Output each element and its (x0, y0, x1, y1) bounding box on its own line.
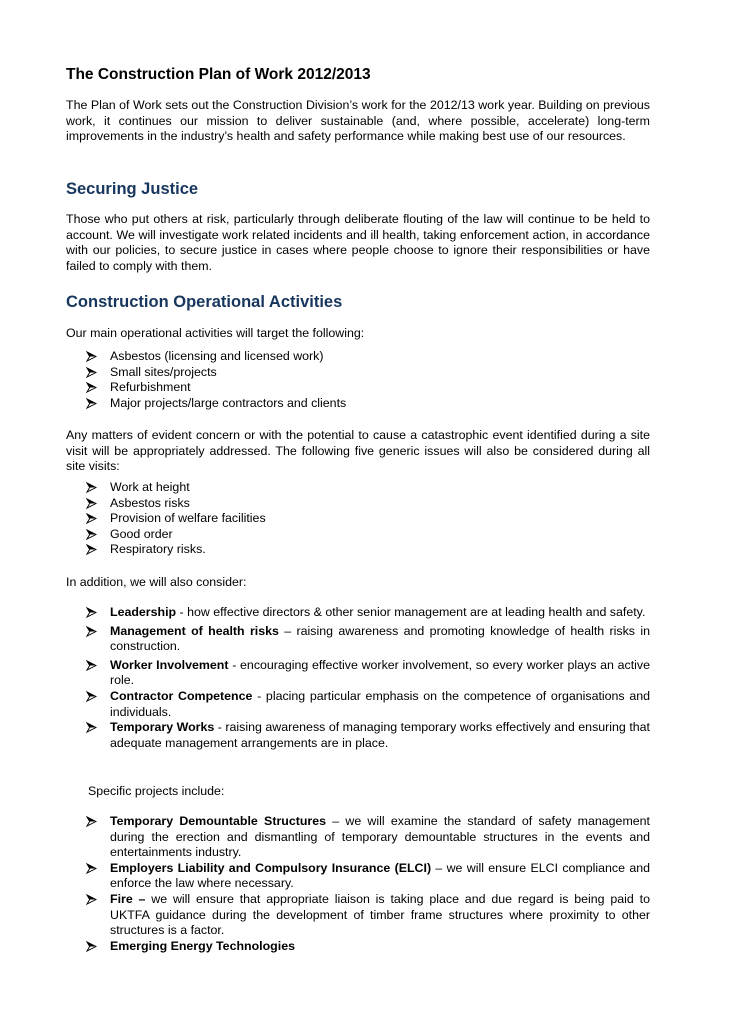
arrow-bullet-icon (86, 365, 100, 378)
list-item: Asbestos risks (86, 496, 266, 512)
list-item: Work at height (86, 480, 266, 496)
justice-paragraph: Those who put others at risk, particularly through deliberate flouting of the law will continue to be held to account. We will investigate work related incidents and ill health, taking enforcement action, in accordance with our policies, to secure justice in cases where people choose to ignore their responsibilities or have failed to comply with them. (66, 212, 650, 273)
arrow-bullet-icon (86, 349, 100, 362)
arrow-bullet-icon (86, 527, 100, 540)
target-list (86, 349, 346, 411)
list-item: Leadership - how effective directors & other senior management are at leading health and safety. (86, 605, 650, 621)
arrow-bullet-icon (86, 939, 100, 952)
arrow-bullet-icon (86, 396, 100, 409)
arrow-bullet-icon (86, 511, 100, 524)
list-item: Emerging Energy Technologies (86, 939, 650, 955)
arrow-bullet-icon (86, 624, 100, 637)
list-item: Good order (86, 527, 266, 543)
arrow-bullet-icon (86, 496, 100, 509)
list-item: Temporary Demountable Structures – we will examine the standard of safety management during the erection and dismantling of temporary demountable structures in the events and entertainments industry. (86, 814, 650, 861)
list-item: Management of health risks – raising awareness and promoting knowledge of health risks in construction. (86, 624, 650, 655)
projects-list (86, 814, 650, 954)
considerations-list (86, 605, 650, 751)
list-item: Worker Involvement - encouraging effective worker involvement, so every worker plays an active role. (86, 658, 650, 689)
operational-lead: Our main operational activities will target the following: (66, 326, 365, 340)
heading-operational-activities: Construction Operational Activities (66, 293, 343, 311)
arrow-bullet-icon (86, 658, 100, 671)
arrow-bullet-icon (86, 480, 100, 493)
arrow-bullet-icon (86, 542, 100, 555)
list-item: Major projects/large contractors and clients (86, 396, 346, 412)
arrow-bullet-icon (86, 720, 100, 733)
generic-issues-list (86, 480, 266, 558)
arrow-bullet-icon (86, 380, 100, 393)
intro-paragraph: The Plan of Work sets out the Construction Division’s work for the 2012/13 work year. Building on previous work, it continues our mission to deliver sustainable (and, where possible, accelerate) long-term improvements in the industry’s health and safety performance while making best use of our resources. (66, 98, 650, 144)
list-item: Provision of welfare facilities (86, 511, 266, 527)
arrow-bullet-icon (86, 892, 100, 905)
list-item: Asbestos (licensing and licensed work) (86, 349, 346, 365)
list-item: Respiratory risks. (86, 542, 266, 558)
arrow-bullet-icon (86, 861, 100, 874)
list-item: Small sites/projects (86, 365, 346, 381)
heading-securing-justice: Securing Justice (66, 180, 199, 198)
arrow-bullet-icon (86, 814, 100, 827)
list-item: Temporary Works - raising awareness of managing temporary works effectively and ensuring that adequate management arrangements are in place. (86, 720, 650, 751)
list-item: Employers Liability and Compulsory Insurance (ELCI) – we will ensure ELCI compliance and enforce the law where necessary. (86, 861, 650, 892)
list-item: Contractor Competence - placing particular emphasis on the competence of organisations and individuals. (86, 689, 650, 720)
arrow-bullet-icon (86, 689, 100, 702)
projects-lead: Specific projects include: (88, 784, 225, 798)
list-item: Refurbishment (86, 380, 346, 396)
addition-lead: In addition, we will also consider: (66, 575, 247, 589)
list-item: Fire – we will ensure that appropriate liaison is taking place and due regard is being paid to UKTFA guidance during the development of timber frame structures where proximity to other structures is a factor. (86, 892, 650, 939)
arrow-bullet-icon (86, 605, 100, 618)
document-title: The Construction Plan of Work 2012/2013 (66, 66, 371, 83)
concern-paragraph: Any matters of evident concern or with the potential to cause a catastrophic event identified during a site visit will be appropriately addressed. The following five generic issues will also be considered during all site visits: (66, 428, 650, 474)
